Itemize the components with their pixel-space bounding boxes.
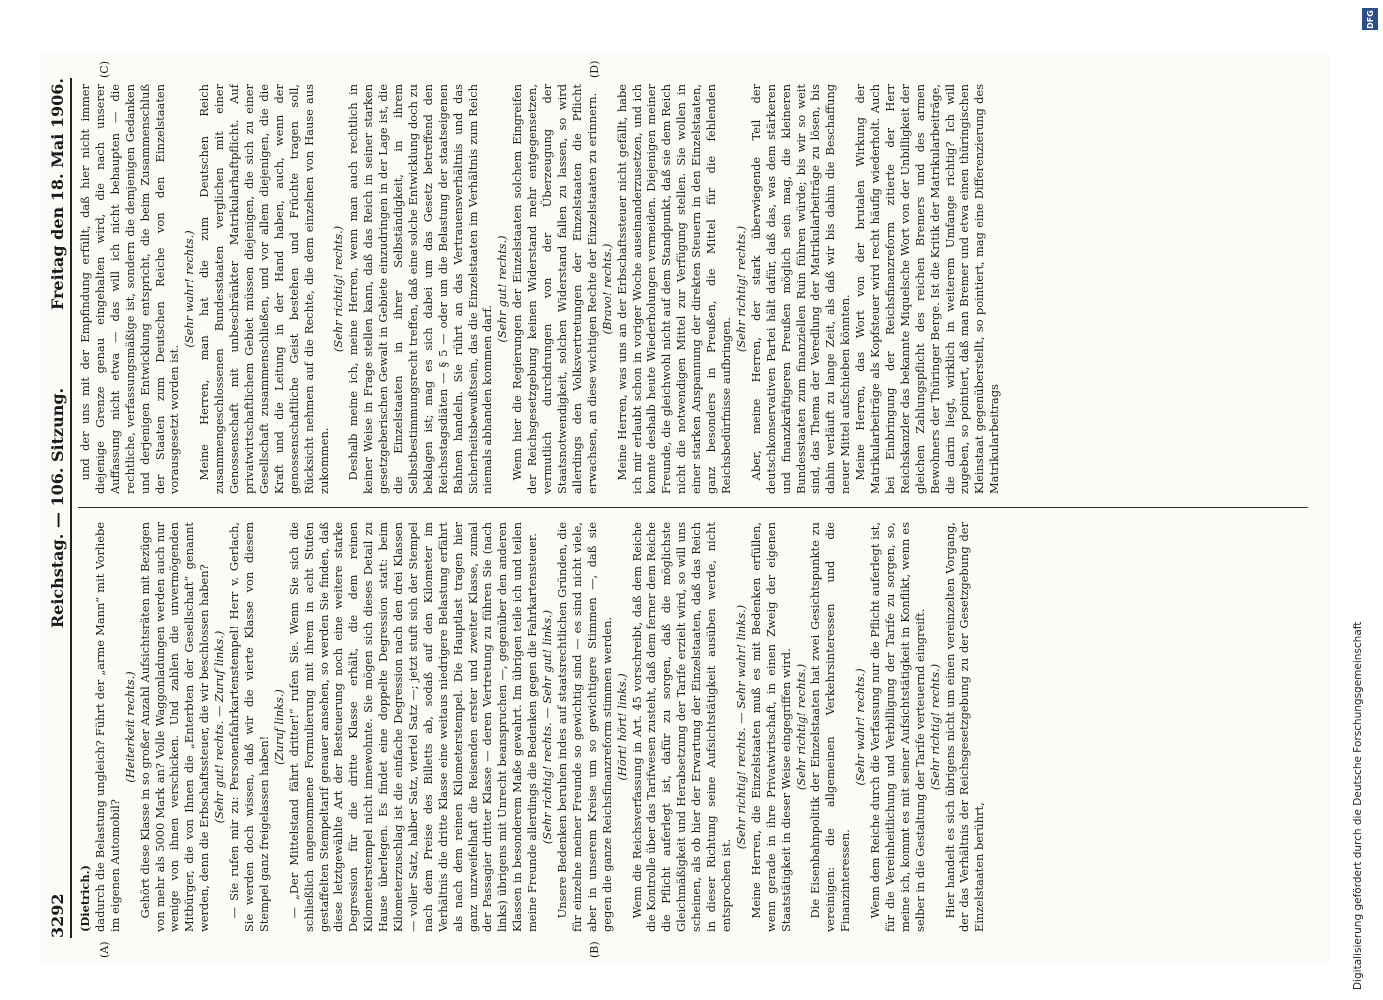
margin-marker-c: (C) [98, 61, 111, 78]
paragraph: Wenn dem Reiche durch die Verfassung nur die Pflicht auferlegt ist, für die Vereinheitlichung und Verbilligung der Tarife zu sorgen, so, meine ich, kommt es mit seiner Aufsichtstätigkeit in Konflikt, wenn es selber in die Gestaltung der Tarife verteuernd eingreift. [868, 522, 927, 932]
digitization-credit: Digitalisierung gefördert durch die Deutsche Forschungsgemeinschaft [1352, 621, 1364, 990]
paragraph: und der uns mit der Empfindung erfüllt, daß hier nicht immer diejenige Grenze genau eingehalten wird, die nach unserer Auffassung nicht etwa — das will ich nicht behaupten — die rechtliche, verfassungsmäßige ist, sondern die demjenigen Gedanken und derjenigen Entwicklung entspricht, die beim Zusammenschluß der Staaten zum Deutschen Reiche von den Einzelstaaten vorausgesetzt worden ist. [78, 84, 182, 494]
interjection: (Sehr wahr! rechts.) [853, 668, 868, 786]
column-divider [78, 507, 1308, 508]
page-number: 3292 [48, 893, 67, 938]
paragraph: Wenn die Reichsverfassung in Art. 45 vorschreibt, daß dem Reiche die Kontrolle über das Tarifwesen zusteht, daß dem ferner dem Reiche die Pflicht auferlegt ist, dafür zu sorgen, daß die möglichste Gleichmäßigkeit und Herabsetzung der Tarife erzielt wird, so will uns scheinen, als ob hier der Erwartung der Einzelstaaten, daß das Reich in dieser Richtung seine Aufsichtstätigkeit ausüben werde, nicht entsprochen ist. [629, 522, 733, 932]
page-header [46, 78, 72, 938]
margin-marker-d: (D) [588, 60, 601, 78]
paragraph: — Sie rufen mir zu: Personenfahrkartenstempel! Herr v. Gerlach, Sie werden doch wissen, daß wir die vierte Klasse von diesem Stempel ganz freigelassen haben! [227, 522, 271, 932]
right-paragraphs [78, 84, 1002, 494]
interjection: (Sehr richtig! rechts. — Sehr gut! links.) [540, 609, 555, 845]
interjection: (Hört! hört! links.) [614, 673, 629, 781]
margin-marker-b: (B) [588, 941, 601, 958]
right-text-column [78, 84, 1308, 494]
paragraph: Deshalb meine ich, meine Herren, wenn man auch rechtlich in keiner Weise in Frage stellen kann, daß das Reich in seiner starken gesetzgeberischen Gewalt in Gebiete einzudringen in der Lage ist, die die Einzelstaaten in ihrer Selbständigkeit, in ihrem Selbstbestimmungsrecht treffen, daß eine solche Entwicklung doch zu beklagen ist; mag es sich dabei um das Gesetz betreffend den Reichsstagsdiäten — § 5 — oder um die Belastung der staatseigenen Bahnen handeln. Sie rührt an das Vertrauensverhältnis und das Sicherheitsbewußtsein, das die Einzelstaaten im Verhältnis zum Reich niemals abhanden kommen darf. [346, 84, 495, 494]
header-rule [70, 78, 72, 938]
interjection: (Heiterkeit rechts.) [122, 671, 137, 783]
interjection: (Sehr richtig! rechts.) [793, 663, 808, 791]
paragraph: Meine Herren, was uns an der Erbschaftssteuer nicht gefällt, habe ich mir erlaubt schon in voriger Woche auseinanderzusetzen, und ich konnte deshalb heute Wiederholungen vermeiden. Diejenigen meiner Freunde, die gleichwohl nicht auf dem Standpunkt, daß sie dem Reich nicht die notwendigen Mittel zur Verfügung stellen. Sie wollen in einer starken Anspannung der direkten Steuern in den Einzelstaaten, ganz besonders in Preußen, die Mittel für die fehlenden Reichsbedürfnisse aufbringen. [614, 84, 733, 494]
session-title: Reichstag. — 106. Sitzung. [48, 387, 67, 629]
interjection: (Sehr richtig! rechts.) [927, 663, 942, 791]
paragraph: Aber, meine Herren, der stark überwiegende Teil der deutschkonservativen Partei hält dafür, daß das, was dem stärkeren und finanzkräftigeren Preußen möglich sein mag, die kleineren Bundesstaaten zum finanziellen Ruin führen würde; bis wir so weit sind, das Thema der Veredlung der Matrikularbeiträge zu lösen, bis dahin verläuft zu lange Zeit, als daß wir bis dahin die Beschaffung neuer Mittel aufschieben könnten. [748, 84, 853, 494]
interjection: (Sehr richtig! rechts.) [733, 225, 748, 353]
dfg-logo [1362, 8, 1378, 30]
paragraph: Die Eisenbahnpolitik der Einzelstaaten hat zwei Gesichtspunkte zu vereinigen: die allgemeinen Verkehrsinteressen und die Finanzinteressen. [808, 522, 853, 932]
interjection: (Sehr gut! rechts. — Zuruf links.) [212, 630, 227, 824]
paragraph: Wenn hier die Regierungen der Einzelstaaten solchem Eingreifen der Reichsgesetzgebung keinen Widerstand mehr entgegensetzen, vermutlich durchdrungen von der Überzeugung der Staatsnotwendigkeit, solchen Widerstand fallen zu lassen, so wird allerdings den Volksvertretungen der Einzelstaaten die Pflicht erwachsen, an diese wichtigen Rechte der Einzelstaaten zu erinnern. [510, 84, 599, 494]
paragraph: dadurch die Belastung ungleich? Führt der „arme Mann“ mit Vorliebe im eigenen Automobil? [92, 522, 122, 932]
interjection: (Sehr richtig! rechts.) [331, 225, 346, 353]
margin-marker-a: (A) [98, 941, 111, 958]
interjection: (Sehr richtig! rechts. — Sehr wahr! links.) [733, 604, 748, 850]
paragraph: Meine Herren, die Einzelstaaten muß es mit Bedenken erfüllen, wenn gerade in ihre Privatwirtschaft, in einen Zweig der eigenen Staatstätigkeit in dieser Weise eingegriffen wird. [748, 522, 793, 932]
paragraph: Gehört diese Klasse in so großer Anzahl Aufsichtsräten mit Bezügen von mehr als 5000 Mark an? Volle Waggonladungen werden auch nur wenige von ihnen verschicken. Und zahlen die unvermögenden Mitbürger, die von Ihnen die „Enterbten der Gesellschaft“ genannt werden, denn die Erbschaftssteuer, die wir beschlossen haben? [137, 522, 212, 932]
dfg-logo-text: DFG [1365, 9, 1375, 29]
left-text-column [78, 522, 1308, 932]
interjection: (Zuruf links.) [271, 689, 286, 765]
paragraph: Meine Herren, das Wort von der brutalen Wirkung der Matrikularbeiträge als Kopfsteuer wird recht häufig wiederholt. Auch bei Einbringung der Reichsfinanzreform zitierte der Herr Reichskanzler das bekannte Miquelsche Wort von der Unbilligkeit der gleichen Zahlungspflicht des reichen Bremers und des armen Bewohners der Thüringer Berge. Ist die Kritik der Matrikularbeiträge, die darin liegt, wirklich in weiterem Umfange richtig? Ich will zugeben, so pointiert, daß man Bremer und etwa einen thüringischen Kleinstaat gegenüberstellt, so pointiert, mag eine Differenzierung des Matrikularbeitrags [853, 84, 1002, 494]
session-date: Freitag den 18. Mai 1906. [48, 78, 67, 311]
paragraph: Meine Herren, man hat die zum Deutschen Reich zusammengeschlossenen Bundesstaaten verglichen mit einer Genossenschaft mit unbeschränkter Matrikularhaftpflicht. Auf privatwirtschaftlichem Gebiet müssen diejenigen, die sich zu einer Gesellschaft zusammenschließen, und vor allem diejenigen, die die Kraft und die Leitung in der Hand haben, auch, wenn der genossenschaftliche Geist bestehen und Früchte tragen soll, Rücksicht nehmen auf die Rechte, die dem einzelnen von Hause aus zukommen. [197, 84, 331, 494]
interjection: (Bravo! rechts.) [599, 243, 614, 335]
rotated-page-scan [40, 54, 1330, 962]
interjection: (Sehr wahr! rechts.) [182, 230, 197, 348]
left-paragraphs [93, 522, 987, 932]
speaker-name: (Dietrich.) [78, 864, 92, 932]
paragraph: Hier handelt es sich übrigens nicht um einen vereinzelten Vorgang, der das Verhältnis der Reichsgesetzgebung zu der Gesetzgebung der Einzelstaaten berührt, [942, 522, 987, 932]
paragraph: — „Der Mittelstand fährt dritter!“ rufen Sie. Wenn Sie sich die schließlich angenommene Formulierung mit ihrem in acht Stufen gestaffelten Stempeltarif genauer ansehen, so werden Sie finden, daß diese letztgewählte Art der Besteuerung noch eine weitere starke Degression für die dritte Klasse erhält, die dem reinen Kilometerstempel nicht innewohnte. Sie mögen sich dieses Detail zu Hause überlegen. Es findet eine doppelte Degression statt: beim Kilometerzuschlag ist die einfache Degression nach den drei Klassen — voller Satz, halber Satz, viertel Satz —; jetzt stuft sich der Stempel nach dem Preise des Billetts ab, sodaß auf den Kilometer im Verhältnis die dritte Klasse eine weitaus niedrigere Belastung erfährt als nach dem reinen Kilometerstempel. Die Hauptlast tragen hier ganz unzweifelhaft die Reisenden erster und zweiter Klasse, zumal der Passagier dritter Klasse — deren Vertretung zu führen Sie (nach links) übrigens mit Unrecht beanspruchen —, gegenüber den anderen Klassen in besonderem Maße gewahrt. Im übrigen teile ich und teilen meine Freunde allerdings die Bedenken gegen die Fahrkartensteuer. [286, 522, 540, 932]
paragraph: Unsere Bedenken beruhen indes auf staatsrechtlichen Gründen, die für einzelne meiner Freunde so gewichtig sind — es sind nicht viele, aber in unserem Kreise um so gewichtigere Stimmen —, daß sie gegen die ganze Reichsfinanzreform stimmen werden. [555, 522, 614, 932]
interjection: (Sehr gut! rechts.) [495, 235, 510, 343]
